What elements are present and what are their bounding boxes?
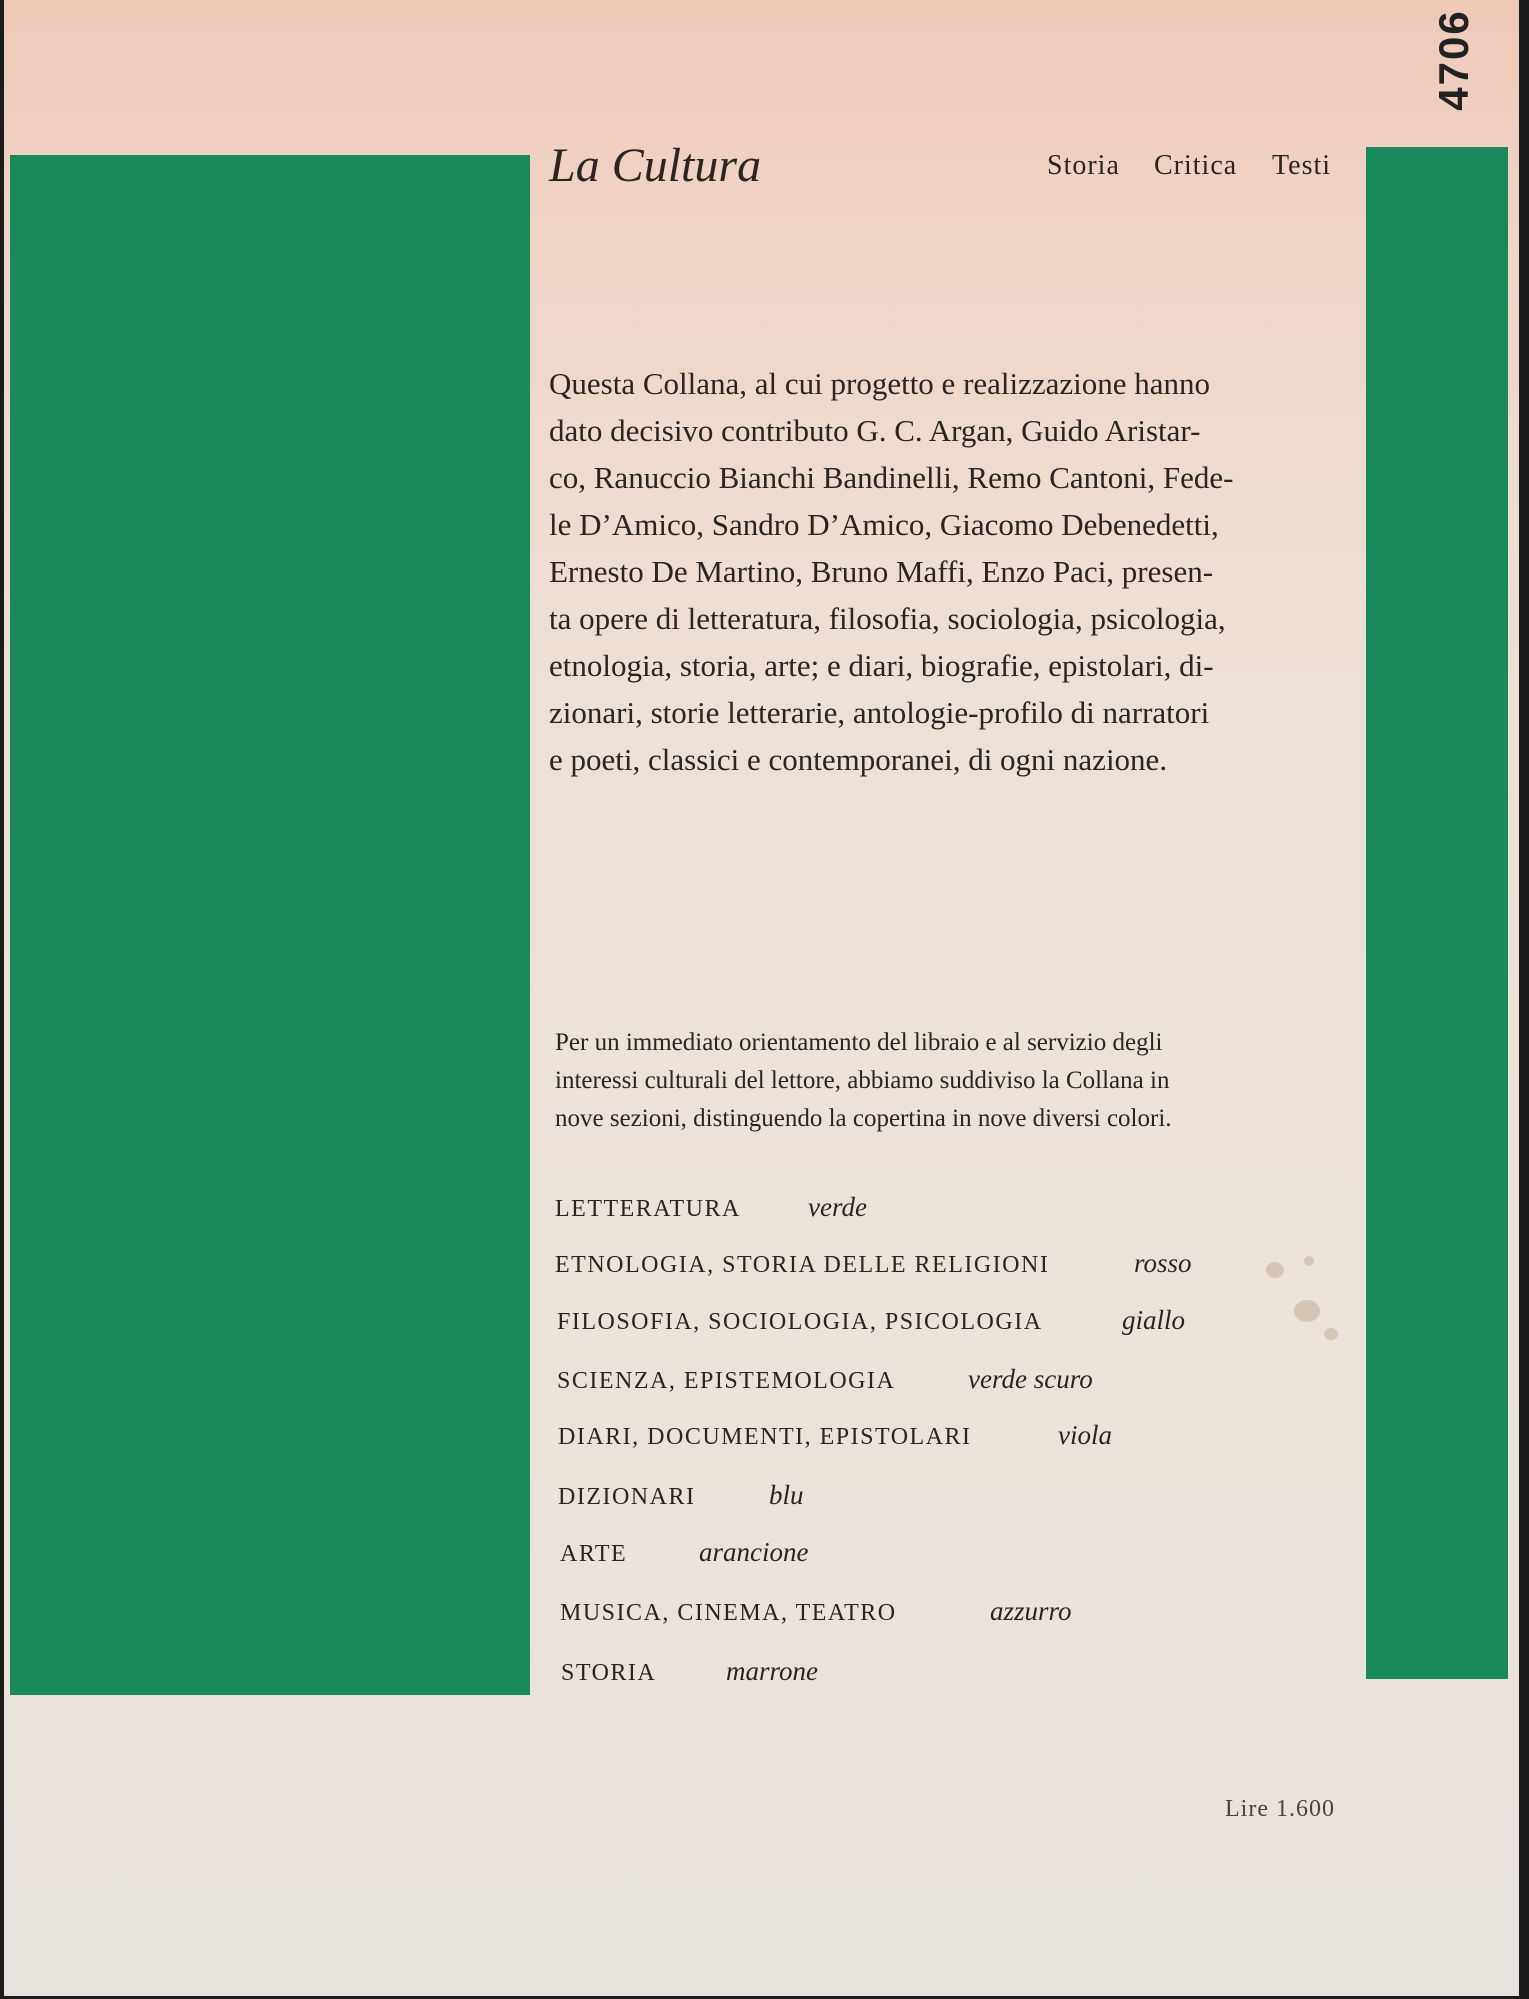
description-line: ta opere di letteratura, filosofia, sociologia, psicologia, [549, 601, 1226, 636]
note-line: nove sezioni, distinguendo la copertina in nove diversi colori. [555, 1105, 1172, 1132]
series-subtitle-storia: Storia [1047, 150, 1120, 181]
section-name: DIARI, DOCUMENTI, EPISTOLARI [558, 1424, 972, 1450]
section-name: STORIA [561, 1660, 657, 1686]
sections-note [555, 1024, 1345, 1138]
paper-stain [1266, 1262, 1284, 1278]
section-diari [558, 1420, 1112, 1464]
series-subtitle-testi: Testi [1272, 150, 1332, 181]
section-color: marrone [726, 1656, 818, 1686]
section-filosofia [557, 1305, 1186, 1349]
green-panel-left [10, 155, 530, 1695]
price-label: Lire 1.600 [1225, 1796, 1335, 1822]
series-description [549, 360, 1337, 783]
catalog-number: 4706 [1430, 9, 1477, 111]
section-color: verde scuro [968, 1364, 1093, 1394]
note-line: Per un immediato orientamento del libraio e al servizio degli [555, 1029, 1163, 1056]
section-dizionari [558, 1480, 804, 1524]
description-line: dato decisivo contributo G. C. Argan, Guido Aristar- [549, 413, 1201, 448]
section-name: DIZIONARI [558, 1484, 696, 1510]
section-etnologia [555, 1248, 1192, 1292]
section-color: arancione [699, 1537, 809, 1567]
section-color: azzurro [990, 1596, 1072, 1626]
section-name: ETNOLOGIA, STORIA DELLE RELIGIONI [555, 1252, 1050, 1278]
note-line: interessi culturali del lettore, abbiamo suddiviso la Collana in [555, 1067, 1170, 1094]
section-musica [560, 1596, 1072, 1640]
section-name: SCIENZA, EPISTEMOLOGIA [557, 1368, 896, 1394]
description-line: le D’Amico, Sandro D’Amico, Giacomo Debenedetti, [549, 507, 1219, 542]
description-line: Ernesto De Martino, Bruno Maffi, Enzo Paci, presen- [549, 554, 1214, 589]
paper-stain [1294, 1300, 1320, 1322]
section-storia [561, 1656, 818, 1700]
section-color: giallo [1122, 1305, 1186, 1335]
green-panel-right [1366, 147, 1508, 1679]
series-title: La Cultura [549, 139, 762, 192]
section-name: FILOSOFIA, SOCIOLOGIA, PSICOLOGIA [557, 1309, 1043, 1335]
description-line: co, Ranuccio Bianchi Bandinelli, Remo Cantoni, Fede- [549, 460, 1234, 495]
description-line: zionari, storie letterarie, antologie-profilo di narratori [549, 695, 1210, 730]
section-color: verde [808, 1192, 867, 1222]
description-line: Questa Collana, al cui progetto e realizzazione hanno [549, 366, 1211, 401]
description-line: e poeti, classici e contemporanei, di ogni nazione. [549, 742, 1168, 777]
section-color: blu [769, 1480, 804, 1510]
series-subtitle-critica: Critica [1154, 150, 1238, 181]
section-name: MUSICA, CINEMA, TEATRO [560, 1600, 897, 1626]
paper-stain [1304, 1256, 1314, 1266]
description-line: etnologia, storia, arte; e diari, biografie, epistolari, di- [549, 648, 1214, 683]
section-letteratura [555, 1192, 867, 1236]
book-back-cover [4, 0, 1519, 1996]
section-name: ARTE [560, 1541, 628, 1567]
section-arte [560, 1537, 809, 1581]
section-name: LETTERATURA [555, 1196, 741, 1222]
section-color: rosso [1134, 1248, 1192, 1278]
paper-stain [1324, 1328, 1338, 1340]
section-color: viola [1058, 1420, 1112, 1450]
section-scienza [557, 1364, 1093, 1408]
